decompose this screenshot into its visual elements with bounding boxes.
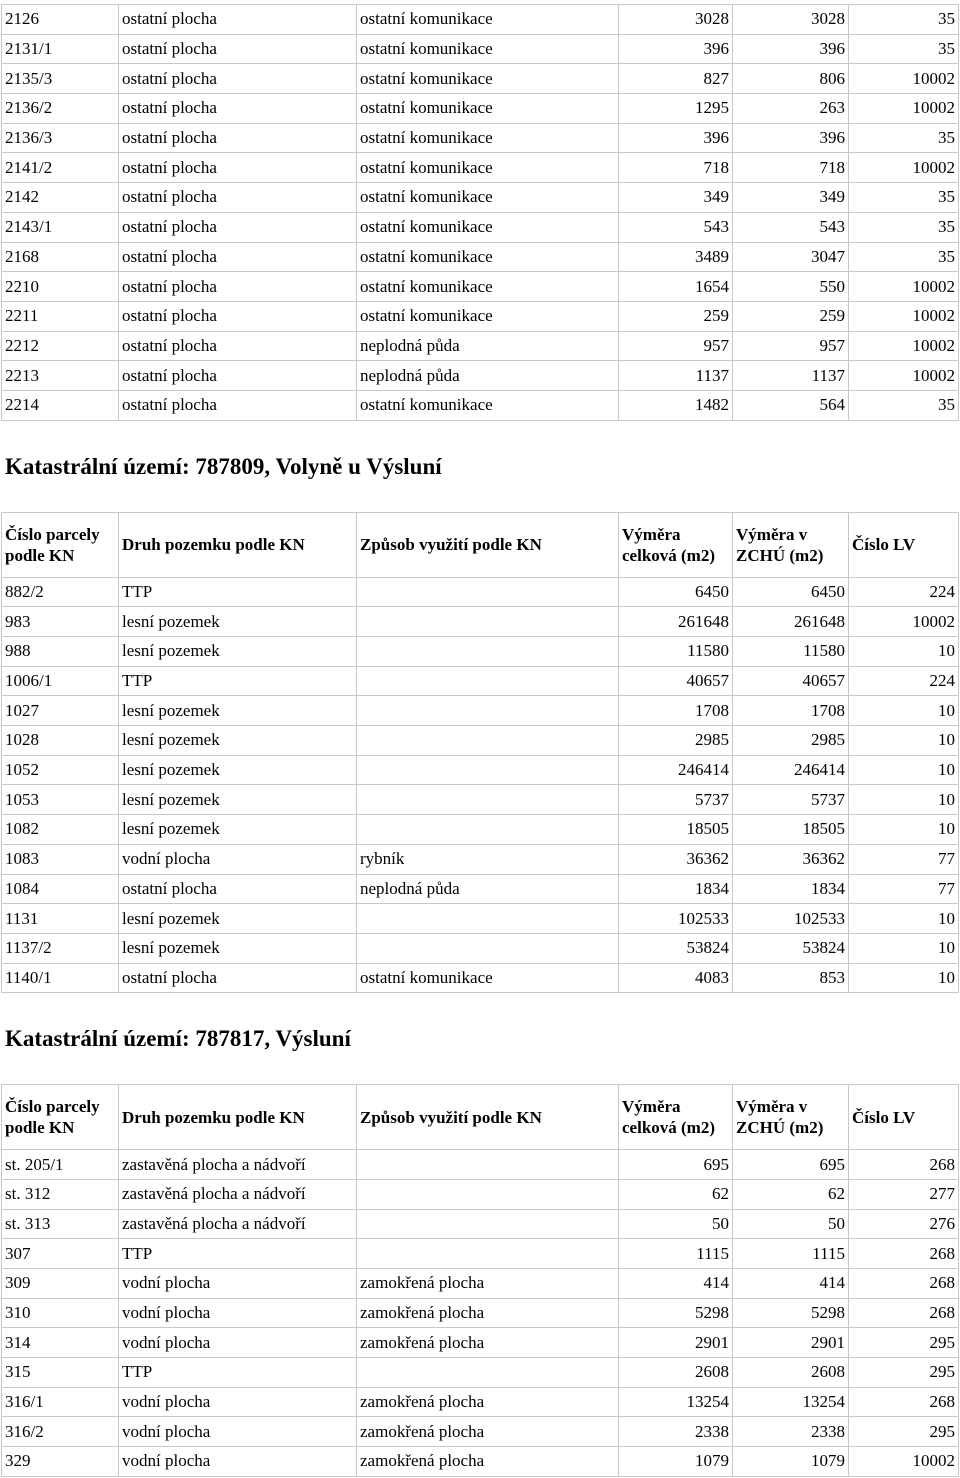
- cell-land-use: rybník: [357, 844, 619, 874]
- table-header-row: [2, 512, 959, 577]
- cell-parcel-number: 316/2: [2, 1417, 119, 1447]
- cell-land-type: lesní pozemek: [119, 815, 357, 845]
- parcel-table-2-body: [2, 577, 959, 993]
- cell-land-use: zamokřená plocha: [357, 1269, 619, 1299]
- cell-parcel-number: 1027: [2, 696, 119, 726]
- section-title-value: 787817, Výsluní: [195, 1026, 351, 1052]
- cell-lv-number: 276: [849, 1209, 959, 1239]
- cell-area-total: 396: [619, 123, 733, 153]
- header-lv-number: Číslo LV: [849, 512, 959, 577]
- cell-area-total: 3028: [619, 5, 733, 35]
- cell-lv-number: 10: [849, 637, 959, 667]
- cell-area-zchu: 36362: [733, 844, 849, 874]
- cell-land-type: lesní pozemek: [119, 637, 357, 667]
- section-title-label: Katastrální území:: [5, 453, 190, 479]
- cell-parcel-number: 316/1: [2, 1387, 119, 1417]
- cell-land-use: zamokřená plocha: [357, 1328, 619, 1358]
- cell-area-zchu: 564: [733, 390, 849, 420]
- cell-lv-number: 10: [849, 815, 959, 845]
- cell-lv-number: 10002: [849, 607, 959, 637]
- cell-land-type: lesní pozemek: [119, 696, 357, 726]
- cell-lv-number: 35: [849, 183, 959, 213]
- cell-area-zchu: 2901: [733, 1328, 849, 1358]
- table-header-row: [2, 1085, 959, 1150]
- cell-area-total: 36362: [619, 844, 733, 874]
- cell-area-zchu: 102533: [733, 904, 849, 934]
- cell-area-total: 102533: [619, 904, 733, 934]
- cell-area-zchu: 40657: [733, 666, 849, 696]
- cell-parcel-number: 988: [2, 637, 119, 667]
- cell-area-total: 62: [619, 1179, 733, 1209]
- cell-area-total: 1079: [619, 1447, 733, 1477]
- cell-parcel-number: st. 313: [2, 1209, 119, 1239]
- cell-area-zchu: 695: [733, 1150, 849, 1180]
- table-row: [2, 577, 959, 607]
- cell-parcel-number: st. 205/1: [2, 1150, 119, 1180]
- cell-parcel-number: 1084: [2, 874, 119, 904]
- cell-land-type: TTP: [119, 1239, 357, 1269]
- cell-area-zchu: 246414: [733, 755, 849, 785]
- cell-area-total: 50: [619, 1209, 733, 1239]
- cell-area-zchu: 957: [733, 331, 849, 361]
- cell-land-type: zastavěná plocha a nádvoří: [119, 1179, 357, 1209]
- cell-land-type: ostatní plocha: [119, 361, 357, 391]
- table-row: [2, 123, 959, 153]
- cell-land-type: vodní plocha: [119, 1269, 357, 1299]
- cell-area-zchu: 853: [733, 963, 849, 993]
- cell-parcel-number: 882/2: [2, 577, 119, 607]
- cell-lv-number: 224: [849, 577, 959, 607]
- header-area-total: Výměra celková (m2): [619, 512, 733, 577]
- cell-parcel-number: 2210: [2, 272, 119, 302]
- cell-lv-number: 35: [849, 123, 959, 153]
- cell-land-type: ostatní plocha: [119, 242, 357, 272]
- cell-area-zchu: 1115: [733, 1239, 849, 1269]
- header-parcel-number: Číslo parcely podle KN: [2, 1085, 119, 1150]
- cell-land-use: [357, 1150, 619, 1180]
- table-row: [2, 637, 959, 667]
- cell-land-use: neplodná půda: [357, 874, 619, 904]
- cell-land-type: ostatní plocha: [119, 64, 357, 94]
- section-title-value: 787809, Volyně u Výsluní: [195, 453, 442, 479]
- cell-area-total: 414: [619, 1269, 733, 1299]
- cell-area-total: 2608: [619, 1358, 733, 1388]
- cell-land-use: [357, 815, 619, 845]
- table-row: [2, 153, 959, 183]
- cell-land-type: ostatní plocha: [119, 331, 357, 361]
- cell-land-type: vodní plocha: [119, 1387, 357, 1417]
- cell-area-total: 718: [619, 153, 733, 183]
- header-lv-number: Číslo LV: [849, 1085, 959, 1150]
- cell-area-total: 1482: [619, 390, 733, 420]
- section-title-vysluni: [0, 993, 960, 1084]
- cell-parcel-number: 1053: [2, 785, 119, 815]
- cell-land-use: ostatní komunikace: [357, 242, 619, 272]
- cell-lv-number: 10002: [849, 94, 959, 124]
- table-row: [2, 1269, 959, 1299]
- cell-land-type: ostatní plocha: [119, 183, 357, 213]
- cell-lv-number: 77: [849, 874, 959, 904]
- cell-land-use: [357, 577, 619, 607]
- cell-area-zchu: 263: [733, 94, 849, 124]
- cell-area-total: 1115: [619, 1239, 733, 1269]
- cell-area-zchu: 261648: [733, 607, 849, 637]
- table-row: [2, 242, 959, 272]
- cell-parcel-number: 1006/1: [2, 666, 119, 696]
- cell-lv-number: 268: [849, 1298, 959, 1328]
- cell-area-zchu: 1079: [733, 1447, 849, 1477]
- table-row: [2, 1417, 959, 1447]
- cell-land-use: ostatní komunikace: [357, 212, 619, 242]
- cell-area-zchu: 2985: [733, 726, 849, 756]
- cell-area-total: 1654: [619, 272, 733, 302]
- cell-parcel-number: 2126: [2, 5, 119, 35]
- cell-parcel-number: 1052: [2, 755, 119, 785]
- table-row: [2, 933, 959, 963]
- cell-lv-number: 10: [849, 933, 959, 963]
- cell-area-zchu: 550: [733, 272, 849, 302]
- cell-land-type: lesní pozemek: [119, 726, 357, 756]
- table-row: [2, 272, 959, 302]
- table-row: [2, 64, 959, 94]
- cell-parcel-number: 1028: [2, 726, 119, 756]
- cell-parcel-number: 2214: [2, 390, 119, 420]
- cell-parcel-number: 314: [2, 1328, 119, 1358]
- header-land-use: Způsob využití podle KN: [357, 1085, 619, 1150]
- cell-parcel-number: st. 312: [2, 1179, 119, 1209]
- cell-parcel-number: 307: [2, 1239, 119, 1269]
- cell-lv-number: 10: [849, 696, 959, 726]
- table-row: [2, 1209, 959, 1239]
- cell-lv-number: 10: [849, 963, 959, 993]
- parcel-table-1-body: [2, 5, 959, 421]
- cell-land-use: ostatní komunikace: [357, 963, 619, 993]
- cell-area-zchu: 1137: [733, 361, 849, 391]
- cell-area-zchu: 259: [733, 301, 849, 331]
- cell-land-type: ostatní plocha: [119, 94, 357, 124]
- cell-parcel-number: 983: [2, 607, 119, 637]
- cell-area-total: 4083: [619, 963, 733, 993]
- cell-area-zchu: 18505: [733, 815, 849, 845]
- table-row: [2, 1328, 959, 1358]
- cell-land-type: TTP: [119, 577, 357, 607]
- cell-parcel-number: 2141/2: [2, 153, 119, 183]
- cell-lv-number: 35: [849, 34, 959, 64]
- cell-area-total: 11580: [619, 637, 733, 667]
- cell-lv-number: 10002: [849, 272, 959, 302]
- cell-land-use: zamokřená plocha: [357, 1417, 619, 1447]
- cell-land-use: ostatní komunikace: [357, 94, 619, 124]
- cell-area-total: 1834: [619, 874, 733, 904]
- parcel-table-1: [1, 4, 959, 421]
- cell-land-use: [357, 726, 619, 756]
- cell-area-zchu: 5298: [733, 1298, 849, 1328]
- cell-land-type: vodní plocha: [119, 1328, 357, 1358]
- cell-parcel-number: 2213: [2, 361, 119, 391]
- cell-land-use: ostatní komunikace: [357, 153, 619, 183]
- cell-lv-number: 295: [849, 1417, 959, 1447]
- cell-area-zchu: 62: [733, 1179, 849, 1209]
- cell-land-use: ostatní komunikace: [357, 390, 619, 420]
- cell-parcel-number: 329: [2, 1447, 119, 1477]
- cell-area-zchu: 396: [733, 34, 849, 64]
- cell-area-zchu: 3047: [733, 242, 849, 272]
- table-row: [2, 785, 959, 815]
- cell-area-total: 1295: [619, 94, 733, 124]
- cell-land-type: vodní plocha: [119, 1298, 357, 1328]
- cell-area-total: 543: [619, 212, 733, 242]
- cell-lv-number: 10002: [849, 153, 959, 183]
- cell-land-use: [357, 607, 619, 637]
- cell-area-total: 13254: [619, 1387, 733, 1417]
- table-row: [2, 874, 959, 904]
- cell-area-zchu: 50: [733, 1209, 849, 1239]
- cell-area-total: 1137: [619, 361, 733, 391]
- cell-area-zchu: 349: [733, 183, 849, 213]
- cell-lv-number: 10: [849, 904, 959, 934]
- cell-lv-number: 35: [849, 5, 959, 35]
- header-area-zchu: Výměra v ZCHÚ (m2): [733, 512, 849, 577]
- cell-parcel-number: 315: [2, 1358, 119, 1388]
- table-row: [2, 607, 959, 637]
- table-row: [2, 361, 959, 391]
- cell-area-total: 259: [619, 301, 733, 331]
- cell-land-type: lesní pozemek: [119, 607, 357, 637]
- cell-area-zchu: 1708: [733, 696, 849, 726]
- cell-area-zchu: 2608: [733, 1358, 849, 1388]
- table-row: [2, 1298, 959, 1328]
- cell-lv-number: 10002: [849, 64, 959, 94]
- cell-area-zchu: 13254: [733, 1387, 849, 1417]
- cell-land-use: zamokřená plocha: [357, 1447, 619, 1477]
- cell-land-use: ostatní komunikace: [357, 183, 619, 213]
- cell-area-zchu: 3028: [733, 5, 849, 35]
- cell-lv-number: 35: [849, 212, 959, 242]
- cell-lv-number: 295: [849, 1328, 959, 1358]
- cell-area-total: 53824: [619, 933, 733, 963]
- cell-lv-number: 295: [849, 1358, 959, 1388]
- cell-lv-number: 77: [849, 844, 959, 874]
- cell-land-type: ostatní plocha: [119, 874, 357, 904]
- table-row: [2, 1179, 959, 1209]
- cell-area-total: 5737: [619, 785, 733, 815]
- parcel-table-3: [1, 1084, 959, 1477]
- header-area-total: Výměra celková (m2): [619, 1085, 733, 1150]
- cell-land-use: zamokřená plocha: [357, 1387, 619, 1417]
- cell-land-type: lesní pozemek: [119, 785, 357, 815]
- table-row: [2, 390, 959, 420]
- cell-land-use: [357, 933, 619, 963]
- table-row: [2, 963, 959, 993]
- cell-area-zchu: 2338: [733, 1417, 849, 1447]
- cell-land-type: ostatní plocha: [119, 272, 357, 302]
- cell-land-type: ostatní plocha: [119, 5, 357, 35]
- cell-area-zchu: 396: [733, 123, 849, 153]
- cell-area-total: 2901: [619, 1328, 733, 1358]
- cell-land-use: [357, 755, 619, 785]
- cell-land-type: ostatní plocha: [119, 123, 357, 153]
- table-row: [2, 34, 959, 64]
- cell-land-use: [357, 904, 619, 934]
- header-land-type: Druh pozemku podle KN: [119, 1085, 357, 1150]
- table-row: [2, 212, 959, 242]
- table-row: [2, 815, 959, 845]
- cell-area-total: 3489: [619, 242, 733, 272]
- cell-area-zchu: 414: [733, 1269, 849, 1299]
- table-row: [2, 726, 959, 756]
- cell-area-zchu: 53824: [733, 933, 849, 963]
- cell-land-type: ostatní plocha: [119, 963, 357, 993]
- cell-area-zchu: 806: [733, 64, 849, 94]
- table-row: [2, 696, 959, 726]
- cell-land-type: lesní pozemek: [119, 755, 357, 785]
- cell-area-zchu: 543: [733, 212, 849, 242]
- cell-land-use: ostatní komunikace: [357, 34, 619, 64]
- cell-land-use: neplodná půda: [357, 331, 619, 361]
- cell-land-use: ostatní komunikace: [357, 301, 619, 331]
- cell-parcel-number: 1137/2: [2, 933, 119, 963]
- cell-area-total: 695: [619, 1150, 733, 1180]
- cell-lv-number: 10002: [849, 1447, 959, 1477]
- table-row: [2, 755, 959, 785]
- cell-area-total: 1708: [619, 696, 733, 726]
- cell-land-type: ostatní plocha: [119, 390, 357, 420]
- cell-area-zchu: 11580: [733, 637, 849, 667]
- cell-area-total: 261648: [619, 607, 733, 637]
- cell-area-zchu: 718: [733, 153, 849, 183]
- cell-land-use: zamokřená plocha: [357, 1298, 619, 1328]
- section-title-volyne: [0, 421, 960, 512]
- cell-land-type: ostatní plocha: [119, 34, 357, 64]
- cell-land-type: lesní pozemek: [119, 904, 357, 934]
- cell-lv-number: 268: [849, 1239, 959, 1269]
- cell-area-zchu: 6450: [733, 577, 849, 607]
- cell-area-total: 5298: [619, 1298, 733, 1328]
- header-land-use: Způsob využití podle KN: [357, 512, 619, 577]
- cell-lv-number: 224: [849, 666, 959, 696]
- cell-lv-number: 10: [849, 755, 959, 785]
- cell-area-zchu: 1834: [733, 874, 849, 904]
- header-parcel-number: Číslo parcely podle KN: [2, 512, 119, 577]
- cell-land-type: ostatní plocha: [119, 301, 357, 331]
- section-title-label: Katastrální území:: [5, 1026, 190, 1052]
- cell-lv-number: 10: [849, 785, 959, 815]
- cell-land-type: vodní plocha: [119, 1447, 357, 1477]
- cell-parcel-number: 309: [2, 1269, 119, 1299]
- cell-land-use: ostatní komunikace: [357, 272, 619, 302]
- cell-parcel-number: 310: [2, 1298, 119, 1328]
- cell-parcel-number: 2135/3: [2, 64, 119, 94]
- table-row: [2, 844, 959, 874]
- cell-land-use: [357, 1358, 619, 1388]
- parcel-table-3-body: [2, 1150, 959, 1477]
- cell-parcel-number: 2131/1: [2, 34, 119, 64]
- cell-land-use: [357, 1209, 619, 1239]
- cell-lv-number: 268: [849, 1387, 959, 1417]
- cell-land-type: TTP: [119, 666, 357, 696]
- cell-land-type: lesní pozemek: [119, 933, 357, 963]
- table-row: [2, 1150, 959, 1180]
- cell-land-use: neplodná půda: [357, 361, 619, 391]
- cell-parcel-number: 2168: [2, 242, 119, 272]
- cell-land-use: ostatní komunikace: [357, 123, 619, 153]
- table-row: [2, 5, 959, 35]
- cell-area-total: 2985: [619, 726, 733, 756]
- cell-parcel-number: 1082: [2, 815, 119, 845]
- cell-lv-number: 10002: [849, 331, 959, 361]
- table-row: [2, 1358, 959, 1388]
- cell-lv-number: 35: [849, 242, 959, 272]
- cell-land-type: ostatní plocha: [119, 212, 357, 242]
- cell-land-type: zastavěná plocha a nádvoří: [119, 1209, 357, 1239]
- cell-land-type: vodní plocha: [119, 1417, 357, 1447]
- cell-area-total: 2338: [619, 1417, 733, 1447]
- table-row: [2, 1387, 959, 1417]
- cell-land-use: [357, 637, 619, 667]
- cell-land-use: ostatní komunikace: [357, 64, 619, 94]
- cell-land-use: [357, 1179, 619, 1209]
- table-row: [2, 904, 959, 934]
- cell-land-type: TTP: [119, 1358, 357, 1388]
- table-row: [2, 1447, 959, 1477]
- cell-land-use: [357, 1239, 619, 1269]
- cell-area-total: 40657: [619, 666, 733, 696]
- cell-lv-number: 10002: [849, 361, 959, 391]
- cell-parcel-number: 2136/2: [2, 94, 119, 124]
- cell-parcel-number: 1140/1: [2, 963, 119, 993]
- cell-land-use: [357, 666, 619, 696]
- cell-parcel-number: 1083: [2, 844, 119, 874]
- cell-parcel-number: 2143/1: [2, 212, 119, 242]
- parcel-table-2: [1, 512, 959, 994]
- cell-lv-number: 268: [849, 1269, 959, 1299]
- cell-land-use: ostatní komunikace: [357, 5, 619, 35]
- cell-lv-number: 10002: [849, 301, 959, 331]
- cell-land-use: [357, 785, 619, 815]
- cell-lv-number: 10: [849, 726, 959, 756]
- cell-parcel-number: 2212: [2, 331, 119, 361]
- cell-land-type: vodní plocha: [119, 844, 357, 874]
- cell-area-total: 246414: [619, 755, 733, 785]
- cell-lv-number: 277: [849, 1179, 959, 1209]
- cell-land-type: ostatní plocha: [119, 153, 357, 183]
- cell-lv-number: 268: [849, 1150, 959, 1180]
- cell-parcel-number: 2211: [2, 301, 119, 331]
- table-row: [2, 94, 959, 124]
- cell-parcel-number: 2136/3: [2, 123, 119, 153]
- header-land-type: Druh pozemku podle KN: [119, 512, 357, 577]
- cell-land-type: zastavěná plocha a nádvoří: [119, 1150, 357, 1180]
- table-row: [2, 666, 959, 696]
- table-row: [2, 331, 959, 361]
- cell-area-total: 349: [619, 183, 733, 213]
- cell-lv-number: 35: [849, 390, 959, 420]
- cell-area-total: 396: [619, 34, 733, 64]
- cell-area-total: 827: [619, 64, 733, 94]
- cell-area-total: 18505: [619, 815, 733, 845]
- header-area-zchu: Výměra v ZCHÚ (m2): [733, 1085, 849, 1150]
- table-row: [2, 1239, 959, 1269]
- cell-land-use: [357, 696, 619, 726]
- cell-parcel-number: 2142: [2, 183, 119, 213]
- table-row: [2, 183, 959, 213]
- cell-area-total: 957: [619, 331, 733, 361]
- cell-area-total: 6450: [619, 577, 733, 607]
- table-row: [2, 301, 959, 331]
- cell-area-zchu: 5737: [733, 785, 849, 815]
- cell-parcel-number: 1131: [2, 904, 119, 934]
